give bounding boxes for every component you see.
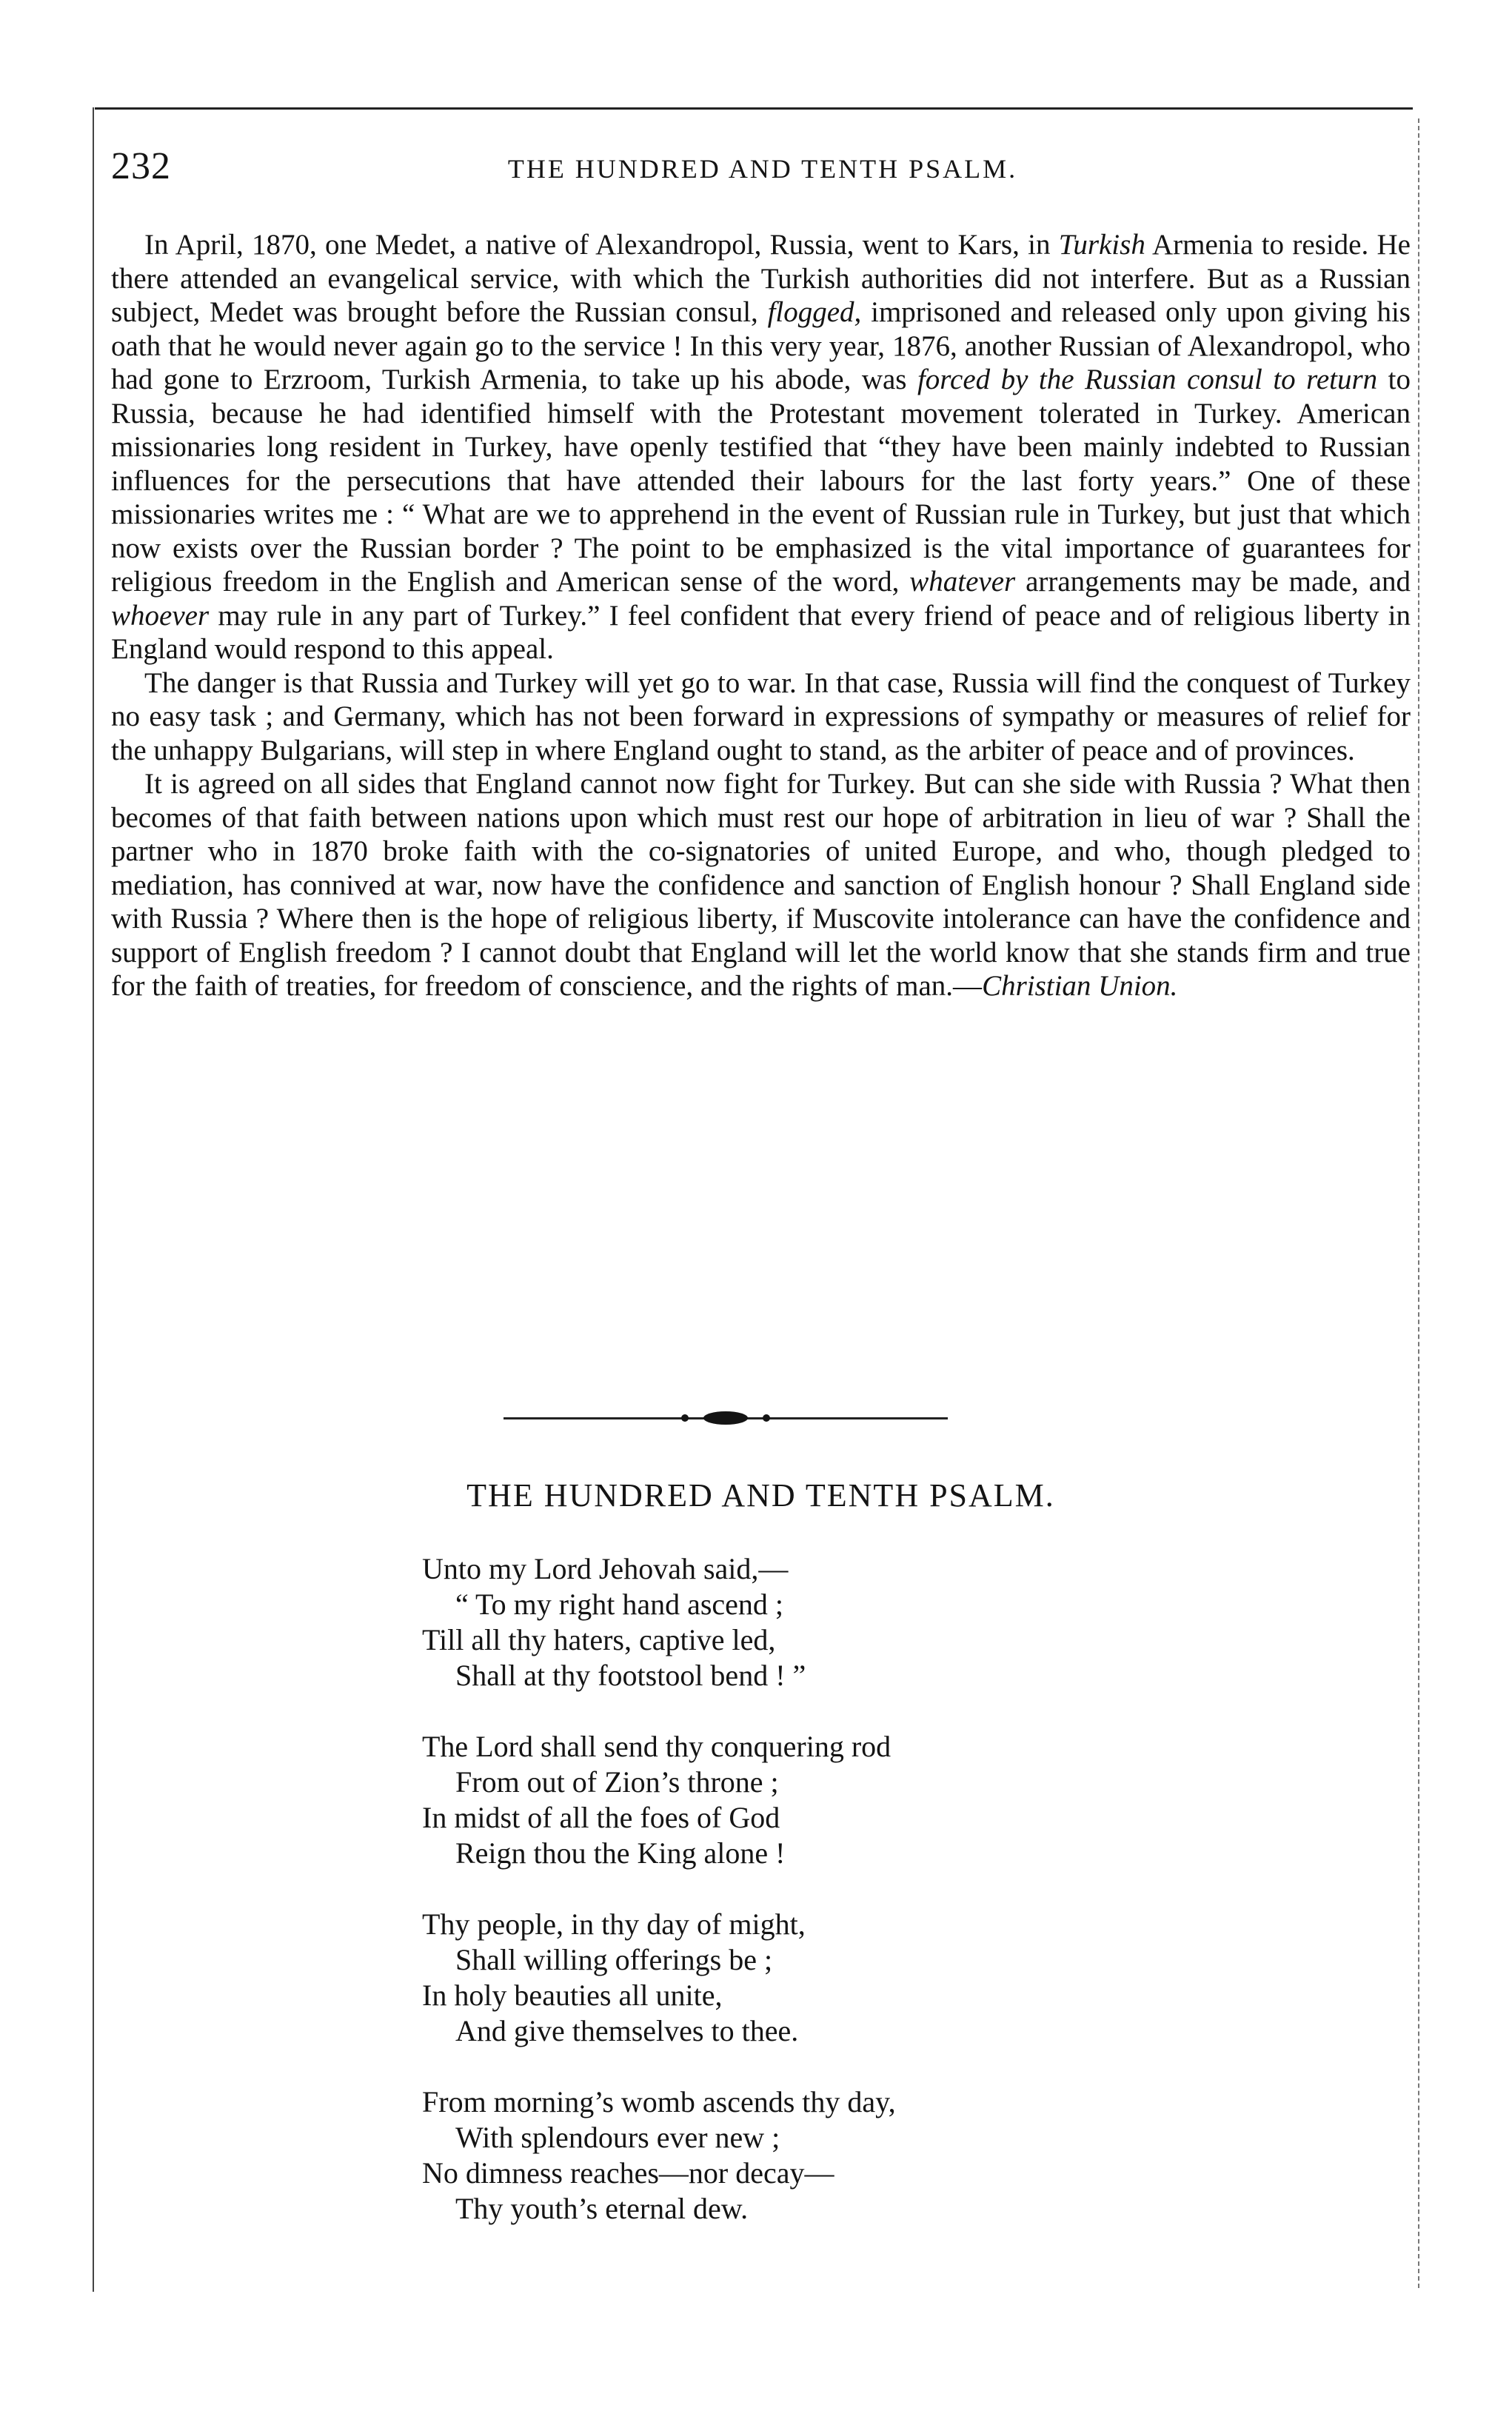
italic-text: whoever <box>111 599 210 632</box>
italic-text: forced by the Russian consul to return <box>917 364 1378 395</box>
poem-stanza <box>422 1551 1163 1693</box>
verse-line: In midst of all the foes of God <box>422 1801 780 1834</box>
paragraph-text: In April, 1870, one Medet, a native of Alexandropol, Russia, went to Kars, in <box>144 229 1059 261</box>
divider-dot-right <box>763 1414 770 1422</box>
italic-text: Christian Union. <box>982 970 1178 1002</box>
verse-line: Thy youth’s eternal dew. <box>455 2192 749 2225</box>
page-header <box>111 144 1414 196</box>
article-paragraph <box>111 767 1411 1003</box>
divider-dot-left <box>681 1414 689 1422</box>
poem-title: THE HUNDRED AND TENTH PSALM. <box>466 1477 1055 1514</box>
divider-center-ornament <box>703 1411 748 1425</box>
paragraph-text: The danger is that Russia and Turkey will yet go to war. In that case, Russia will find the conquest of Turkey no easy task ; and Germany, which has not been forward in expressions of sympathy or measures of relief for the unhappy Bulgarians, will step in where England ought to stand, as the arbiter of peace and of provinces. <box>111 666 1411 766</box>
verse-line: “ To my right hand ascend ; <box>455 1588 784 1621</box>
verse-line: With splendours ever new ; <box>455 2121 780 2154</box>
article-paragraph <box>111 666 1411 768</box>
verse-line: And give themselves to thee. <box>455 2014 799 2047</box>
page-number: 232 <box>111 145 171 187</box>
verse-line: Shall at thy footstool bend ! ” <box>455 1659 806 1692</box>
poem-body <box>422 1551 1163 2262</box>
verse-line: Shall willing offerings be ; <box>455 1943 773 1976</box>
poem-stanza <box>422 1907 1163 2049</box>
article-body <box>111 228 1411 1003</box>
verse-line: The Lord shall send thy conquering rod <box>422 1730 892 1763</box>
paragraph-text: may rule in any part of Turkey.” I feel confident that every friend of peace and of religious liberty in England would respond to this appeal. <box>111 599 1411 665</box>
paragraph-text: arrangements may be made, and <box>1015 566 1411 598</box>
verse-line: Thy people, in thy day of might, <box>422 1907 806 1941</box>
verse-line: No dimness reaches—nor decay— <box>422 2156 834 2190</box>
running-title: THE HUNDRED AND TENTH PSALM. <box>507 154 1018 184</box>
page-frame-top-rule <box>95 107 1413 110</box>
italic-text: Turkish <box>1058 229 1145 261</box>
paragraph-text: imprisoned and released only upon giving his oath that he would never again go to the service ! In this very year, 1876, another Russian of Alexandropol, who had gone to Erzroom, Turkish Armenia, to take up his abode, was <box>111 296 1411 395</box>
verse-line: In holy beauties all unite, <box>422 1979 723 2012</box>
page-frame-right-rule <box>1418 118 1419 2288</box>
poem-stanza <box>422 2084 1163 2227</box>
paragraph-text: to Russia, because he had identified himself with the Protestant movement tolerated in Turkey. American missionaries long resident in Turkey, have openly testified that “they have been mainly indebted to Russian influences for the persecutions that have attended their labours for the last forty years.” One of these missionaries writes me : “ What are we to apprehend in the event of Russian rule in Turkey, but just that which now exists over the Russian border ? The point to be emphasized is the vital importance of guarantees for religious freedom in the English and American sense of the word, <box>111 364 1411 598</box>
verse-line: Reign thou the King alone ! <box>455 1836 786 1870</box>
italic-text: whatever <box>909 566 1016 598</box>
paragraph-text: Armenia to reside. He there attended an evangelical service, with which the Turkish authorities did not interfere. But as a Russian subject, Medet was brought before the Russian consul, <box>111 229 1411 328</box>
italic-text: flogged, <box>767 296 862 328</box>
verse-line: Till all thy haters, captive led, <box>422 1623 776 1656</box>
article-paragraph <box>111 228 1411 666</box>
paragraph-text: It is agreed on all sides that England cannot now fight for Turkey. But can she side with Russia ? What then becomes of that faith between nations upon which must rest our hope of arbitration in lieu of war ? Shall the partner who in 1870 broke faith with the co-signatories of united Europe, and who, though pledged to mediation, has connived at war, now have the confidence and sanction of English honour ? Shall England side with Russia ? Where then is the hope of religious liberty, if Muscovite intolerance can have the confidence and support of English freedom ? I cannot doubt that England will let the world know that she stands firm and true for the faith of treaties, for freedom of conscience, and the rights of man.— <box>111 768 1411 1002</box>
verse-line: From morning’s womb ascends thy day, <box>422 2085 896 2118</box>
section-divider-ornament <box>504 1407 948 1429</box>
verse-line: From out of Zion’s throne ; <box>455 1765 779 1799</box>
poem-stanza <box>422 1729 1163 1871</box>
page-frame-left-rule <box>93 107 94 2292</box>
verse-line: Unto my Lord Jehovah said,— <box>422 1552 789 1585</box>
